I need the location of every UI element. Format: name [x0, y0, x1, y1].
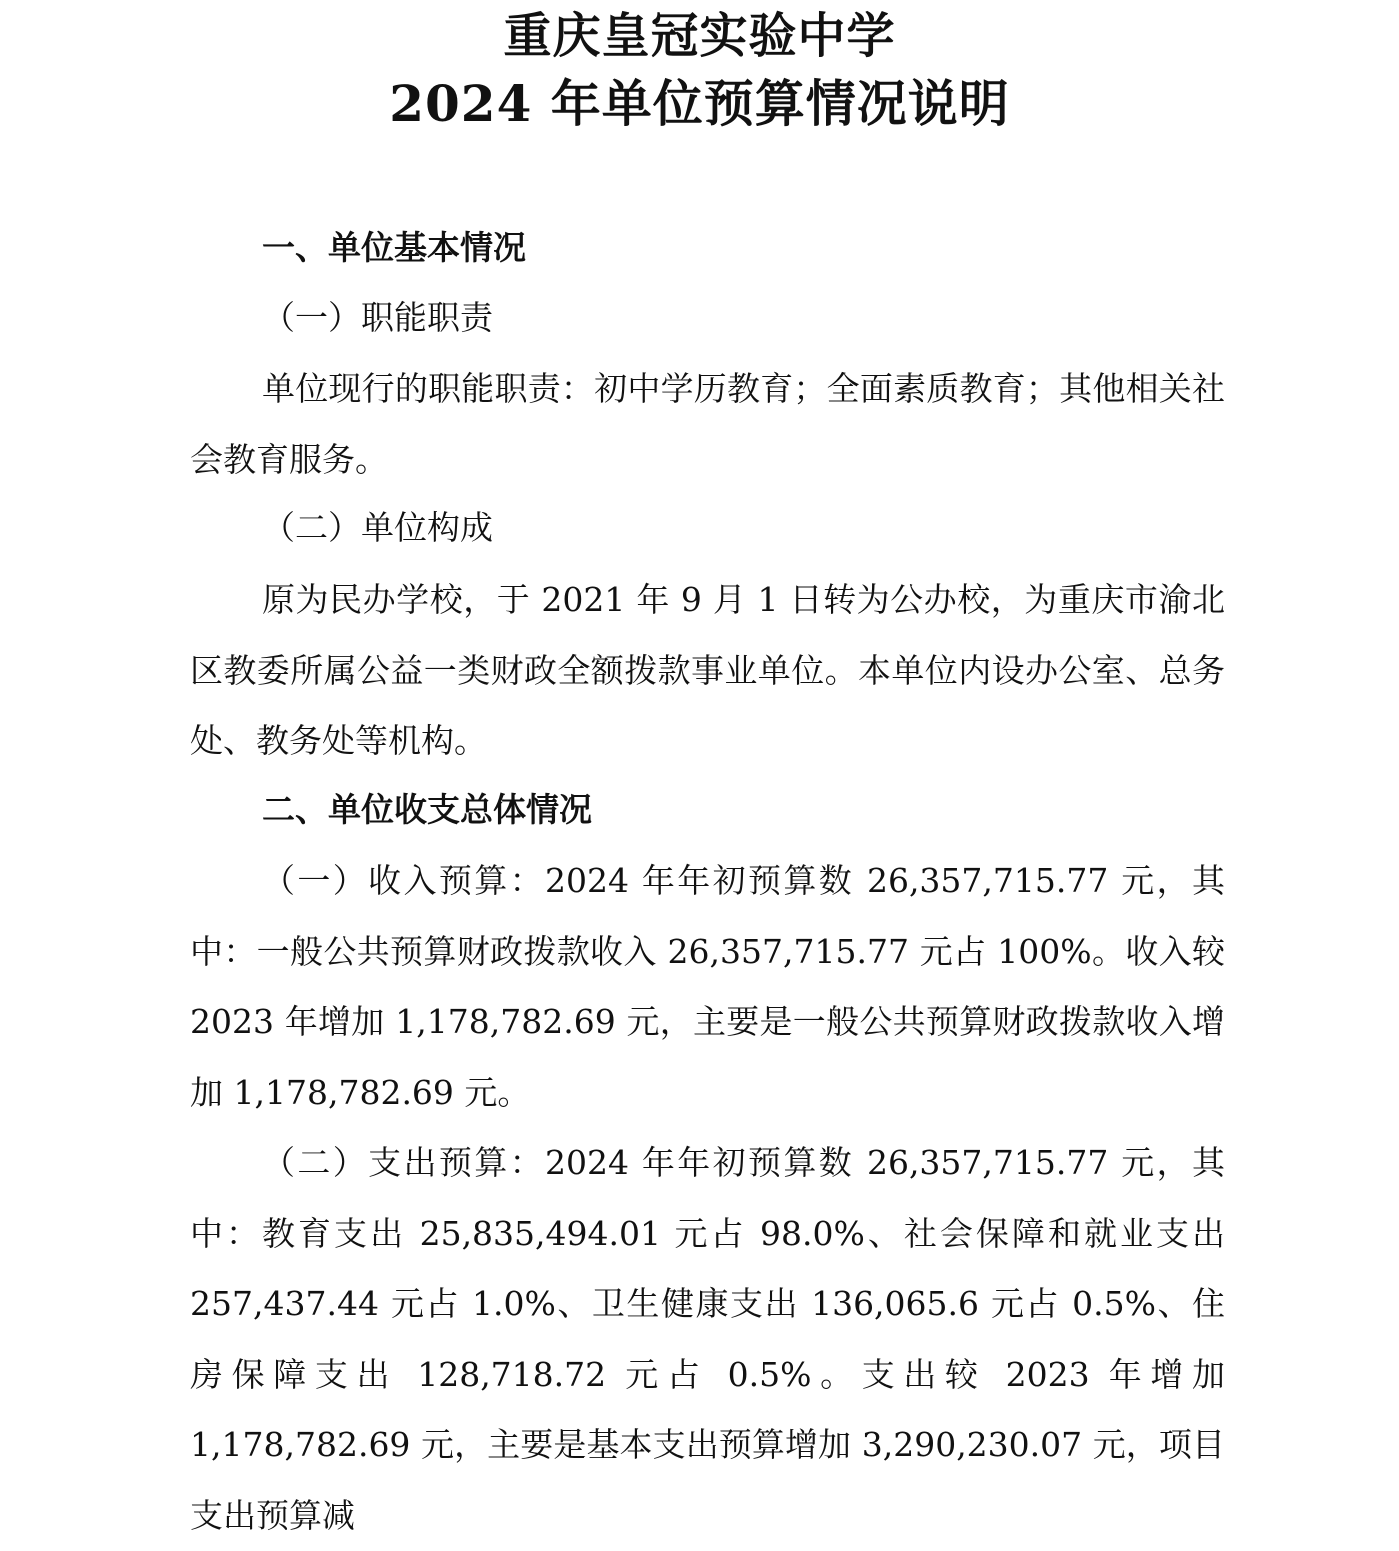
- paragraph-functions: 单位现行的职能职责：初中学历教育；全面素质教育；其他相关社会教育服务。: [190, 369, 1225, 479]
- document-title-school: 重庆皇冠实验中学: [503, 8, 896, 64]
- subsection-heading-functions: （一）职能职责: [262, 298, 493, 337]
- paragraph-income-budget: （一）收入预算：2024 年年初预算数 26,357,715.77 元，其中：一般公共预算财政拨款收入 26,357,715.77 元占 100%。收入较 2023 年增加 1,178,782.69 元，主要是一般公共预算财政拨款收入增加 1,178,782.69 元。: [190, 861, 1225, 1112]
- paragraph-composition: 原为民办学校，于 2021 年 9 月 1 日转为公办校，为重庆市渝北区教委所属公益一类财政全额拨款事业单位。本单位内设办公室、总务处、教务处等机构。: [190, 580, 1225, 760]
- section-heading-basic-info: 一、单位基本情况: [262, 228, 526, 267]
- document-title-budget: 2024 年单位预算情况说明: [389, 74, 1010, 133]
- section-heading-budget-overview: 二、单位收支总体情况: [262, 790, 592, 829]
- subsection-heading-composition: （二）单位构成: [262, 508, 493, 547]
- paragraph-expense-budget: （二）支出预算：2024 年年初预算数 26,357,715.77 元，其中：教育支出 25,835,494.01 元占 98.0%、社会保障和就业支出 257,437.44 元占 1.0%、卫生健康支出 136,065.6 元占 0.5%、住房保障支出 128,718.72 元占 0.5%。支出较 2023 年增加 1,178,782.69 元，主要是基本支出预算增加 3,290,230.07 元，项目支出预算减: [190, 1143, 1225, 1535]
